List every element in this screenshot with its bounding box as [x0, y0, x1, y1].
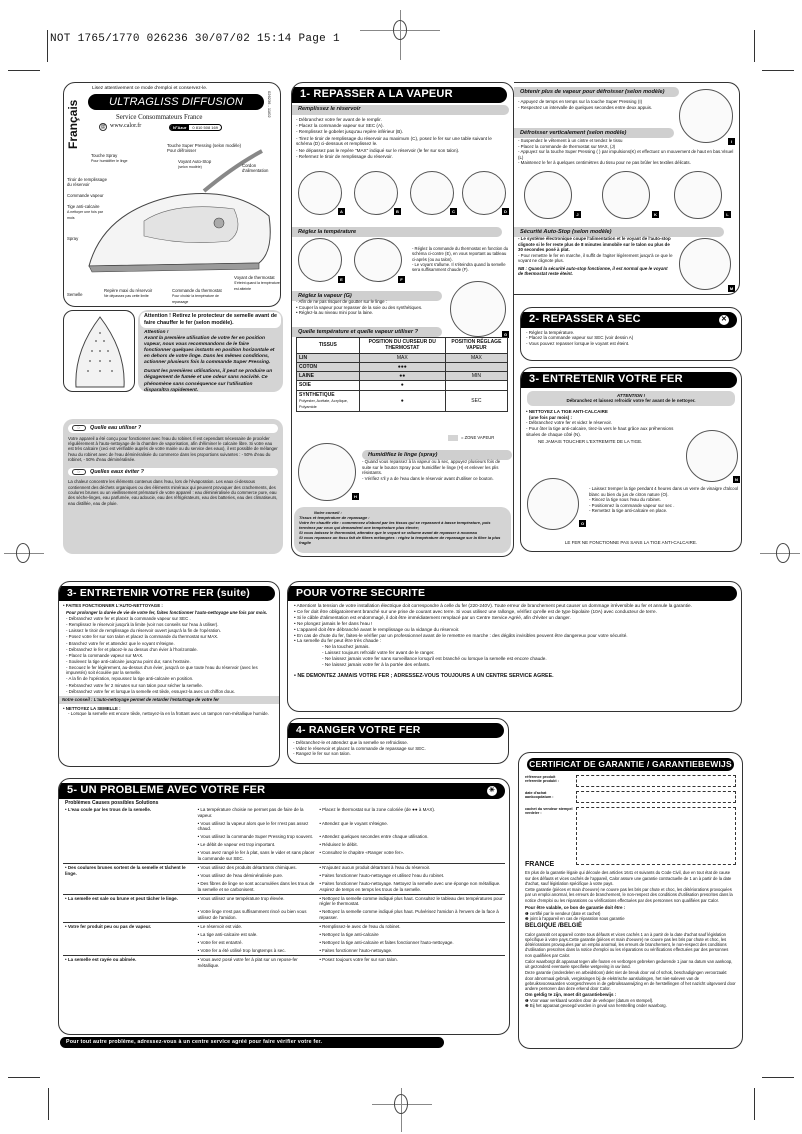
illustration-c — [410, 171, 454, 215]
section-5-title: 5- UN PROBLEME AVEC VOTRE FER — [67, 784, 266, 796]
crop-mark — [8, 1077, 40, 1078]
part-label-fill-drawer: Tiroir de remplissage du réservoir — [67, 177, 107, 188]
temperature-title: Réglez la température — [292, 227, 502, 237]
fill-steps: - Débranchez votre fer avant de le remplir. - Placez la commande vapeur sur SEC (A). - Remplissez le gobelet jusqu'au repère inférieur (B). - Tirez le tiroir de remplissage du réservoir au maximum (C), posez le fer sur une table suivant le schéma (D) ci-dessous et remplissez le. - Ne dépassez pas le repère "MAX" indiqué sur le réservoir (le fer sur son talon). - Refermez le tiroir de remplissage du réservoir. — [296, 116, 492, 160]
part-label-soleplate: Semelle — [67, 292, 83, 297]
tag-j: J — [574, 211, 581, 218]
water-question-2: ☞ Quelles eaux éviter ? — [68, 468, 278, 477]
warranty-field-stamp: cachet du vendeur stempel verdeler : — [525, 807, 736, 869]
more-steam-steps: - Appuyez de temps en temps sur la touche Super Pressing (I) - Respectez un intervalle de quelques secondes entre deux appuis. — [518, 98, 653, 110]
service-name: Service Consommateurs France — [116, 114, 203, 121]
warranty-title: CERTIFICAT DE GARANTIE / GARANTIEBEWIJS — [527, 758, 734, 771]
tag-m: M — [729, 286, 734, 291]
attention-title: Attention ! Retirez le protecteur de semelle avant de faire chauffer le fer (selon modèle). — [140, 312, 281, 328]
tag-d: D — [502, 208, 509, 215]
zone-swatch — [448, 435, 458, 441]
illustration-h — [298, 443, 356, 501]
no-steam-icon: ✕ — [720, 315, 728, 323]
illustration-o — [527, 478, 579, 530]
tag-k: K — [652, 211, 659, 218]
warranty-text: FRANCE En plus de la garantie légale qui découle des articles 1641 et suivants du Code Civil, due en tout état de cause sur des défauts et vices cachés de l'appareil, Calor assure une garantie contractuelle de 1 an à partir de la date d'achat, sauf législation spécifique à votre pays. Cette garantie (pièces et main d'oeuvre) ne couvre pas les bris par chute et choc, les détériorations provoquées par un emploi anormal, les erreurs de branchement, le non-respect des conditions d'utilisation prescrites dans la notice d'emploi ou les réparations ou vérifications effectuées par des personnes non qualifiées par Calor. Pour être valable, ce bon de garantie doit être : ❶ certifié par le vendeur (date et cachet) ❷ joint à l'appareil en cas de réparation sous garantie BELGIQUE /BELGIË Calor garantit cet appareil contre tous défauts et vices cachés 1 an à partir de la date d'achat sauf législation spécifique à votre pays.Cette garantie (pièces et main d'oeuvre) ne couvre pas les bris par chute et choc, les détériorations provoquées par un emploi anormal, les erreurs de branchement, le non-respect des conditions d'utilisation prescrites dans la notice d'emploi ou les réparations ou vérifications effectuées par des personnes non qualifiées par Calor. Calor waarborgt dit apparaat tegen alle fouten en verborgen gebreken gedurende 1 jaar na datum van aankoop, uit gezonderd eventuele specifieke wetgeving in uw land. Deze garantie (onderdelen en arbeidsloon) dekt niet de breuk door val of schok, beschadigingen veroorzaakt door abnormaal gebruik, vergissingen bij de elektrische aansluitingen, het niet-naleven van de gebruiksvoorwaarden voorgeschreven in de gebruiksaanwijzing en de herstellingen of het nazicht uitgevoerd door andere personen dan deze erkend door Calor. Om geldig te zijn, moet dit garantiebewijs : ❶ Voor waar verklaard worden door de verkoper (datum en stempel). ❷ Bij het apparaat gevoegd worden in geval van herstelling onder waarborg. — [525, 860, 736, 1009]
illustration-e — [298, 238, 342, 282]
cover-panel — [63, 82, 281, 307]
language-tab: Français — [66, 99, 80, 149]
illustration-a — [298, 171, 342, 215]
soak-steps: - Laissez tremper la tige pendant 4 heures dans un verre de vinaigre d'alcool blanc ou bien du jus de citron nature (O). - Rincez la tige sous l'eau du robinet. - Positionnez la commande vapeur sur sec . - Remettez la tige anti-calcaire en place. — [589, 486, 738, 513]
temperature-table: TISSUS POSITION DU CURSEUR DU THERMOSTAT POSITION RÉGLAGE VAPEUR LIN MAX MAX COTON ●●● LAINE ●● MIN SOIE ● SYNTHETIQUE Polyester, Acétate, Acrylique, Polyamide ● SEC — [296, 337, 508, 412]
lightbulb-icon: ☀ — [488, 786, 496, 794]
table-row: • La semelle est sale ou brune et peut tâcher le linge. • Vous utilisez une température trop élevée. • Nettoyez la semelle comme indiqué plus haut. Consultez le tableau des températures pour régler le thermostat. — [63, 894, 505, 908]
table-row: SOIE ● — [297, 381, 508, 390]
crop-mark — [48, 1088, 49, 1120]
illustration-f — [354, 238, 402, 282]
tag-c: C — [450, 208, 457, 215]
section-5-header — [59, 783, 505, 799]
illustration-m — [679, 238, 731, 290]
section-3b-title: 3- ENTRETENIR VOTRE FER (suite) — [59, 586, 275, 601]
zone-legend: = ZONE VAPEUR — [448, 435, 494, 441]
temperature-steps: - Réglez la commande du thermostat en fonction du schéma ci-contre (E), en vous reportant au tableau ci-après (ou au talon). - Le voyant s'allume. Il s'éteindra quand la semelle sera suffisamment chaude (F). — [412, 246, 509, 272]
illustration-k — [602, 171, 650, 219]
part-label-anti-scale: Tige anti-calcaire A nettoyer une fois par mois — [67, 204, 103, 220]
section-2-title: 2- REPASSER A SEC — [529, 313, 641, 325]
auto-clean-steps: - Débranchez votre fer et placez la commande vapeur sur SEC . - Remplissez le réservoir jusqu'à la limite (voir nos conseils sur l'eau à utiliser). - Laissez le tiroir de remplissage du réservoir ouvert jusqu'à la fin de l'opération. - Posez votre fer sur son talon et placez la commande du thermostat sur MAX. - Branchez votre fer et attendez que le voyant s'éteigne. - Débranchez le fer et placez-le au dessus d'un évier à l'horizontale. - Placez la commande vapeur sur MAX. - Soulevez la tige anti-calcaire jusqu'au point dur, sans l'extraire. - Secouez le fer légèrement, au-dessus d'un évier, jusqu'à ce que toute l'eau du réservoir (avec les impuretés) soit écoulée par la semelle. - A la fin de l'opération, repoussez la tige anti-calcaire en position. - Rebranchez votre fer 2 minutes sur son talon pour sécher la semelle. - Débranchez votre fer et lorsque la semelle est tiède, essuyez-la avec un chiffon doux. — [66, 616, 258, 694]
water-panel — [63, 419, 283, 554]
phone-badge — [169, 124, 222, 131]
crop-mark — [754, 30, 755, 62]
more-steam-title: Obtenir plus de vapeur pour défroisser (selon modèle) — [514, 87, 679, 97]
phone-number: 0 810 508 169 — [192, 125, 218, 130]
water-question-1: ☞ Quelle eau utiliser ? — [68, 424, 278, 433]
section-1-panel — [291, 82, 514, 557]
part-label-cord: Cordon d'alimentation — [242, 163, 269, 174]
table-row: • Vous avez rangé le fer à plat, sans le vider et sans placer la commande sur SEC. • Consultez le chapitre «Ranger votre fer». — [197, 850, 405, 862]
attention-para1: Avant la première utilisation de votre fer en position vapeur, nous vous recommandons de le faire fonctionner quelques instants en position horizontale et en dehors de votre linge. Dans les mêmes conditions, actionner plusieurs fois la commande Super Pressing. — [144, 335, 275, 366]
section-4-steps: - Débranchez-le et attendez que la semelle se refroidisse. - Videz le réservoir et placez la commande de repassage sur SEC. - Rangez le fer sur son talon. — [293, 740, 426, 757]
steam-title: Réglez la vapeur (G) — [292, 291, 442, 301]
illustration-g — [450, 281, 506, 337]
seller-stamp-input[interactable] — [576, 807, 736, 865]
table-row: • Vous utilisez la vapeur alors que le fer n'est pas assez chaud. • Attendez que le voyant s'éteigne. — [197, 820, 389, 832]
print-header: NOT 1765/1770 026236 30/07/02 15:14 Page 1 — [50, 33, 340, 45]
illustration-d — [462, 171, 506, 215]
part-label-spray-button: Touche Spray Pour humidifier le linge — [91, 153, 128, 164]
section-3-title: 3- ENTRETENIR VOTRE FER — [521, 372, 737, 388]
at-icon: @ — [100, 124, 106, 130]
tag-a: A — [338, 208, 345, 215]
tag-o: O — [580, 521, 585, 526]
purchase-date-input[interactable] — [576, 791, 736, 803]
table-row: SYNTHETIQUE Polyester, Acétate, Acrylique, Polyamide ● SEC — [297, 390, 508, 412]
section-2-panel — [520, 307, 742, 361]
illustration-l — [674, 171, 722, 219]
product-reference-input[interactable] — [576, 775, 736, 787]
pointing-hand-icon: ☞ — [72, 469, 86, 475]
section-3-footer: LE FER NE FONCTIONNE PAS SANS LA TIGE ANTI-CALCAIRE. — [564, 540, 698, 545]
table-row: • Vous utilisez de l'eau déminéralisée pure. • Faites fonctionner l'auto-nettoyage et utilisez l'eau du robinet. — [197, 873, 445, 879]
crop-mark — [762, 70, 794, 71]
registration-mark — [393, 20, 407, 40]
illustration-j — [524, 171, 572, 219]
section-3-panel — [520, 367, 742, 552]
table-row: • Vous utilisez la commande Super Pressing trop souvent. • Attendez quelques secondes entre chaque utilisation. — [197, 834, 429, 840]
part-label-spray: Spray — [67, 236, 79, 241]
tag-b: B — [394, 208, 401, 215]
table-row: • La tige anti-calcaire est sale. • Nettoyez la tige anti-calcaire — [197, 931, 379, 937]
tip-box: Notre conseil : Tissus et température de repassage : Votre fer chauffe vite : commencez d'abord par les tissus qui se repassent à basse température, puis terminez par ceux qui demandent une température plus élevée; Si vous baissez le thermostat, attendez que le voyant se rallume avant de repasser à nouveau Si vous repassez un tissu fait de fibres mélangées : réglez la température de repassage sur la fibre la plus fragile — [294, 507, 511, 553]
table-row: • Votre fer produit peu ou pas de vapeur. • Le réservoir est vide. • Remplissez-le avec de l'eau du robinet. — [63, 922, 505, 931]
safety-items: • Attention! la tension de votre installation électrique doit correspondre à celle du fer (220-240V). Toute erreur de branchement peut causer un dommage irréversible au fer et annule la garantie. • Ce fer doit être obligatoirement branché sur une prise de courant avec terre. Si vous utilisez une rallonge, vérifiez qu'elle est de type bipolaire (10A) avec conducteur de terre. • Si le câble d'alimentation est endommagé, il doit être immédiatement remplacé par un Centre Service Agréé, afin d'éviter un danger. • Ne plongez jamais le fer dans l'eau ! • L'appareil doit être débranché avant le remplissage ou la vidange du réservoir. • En cas de chute du fer, faites-le vérifier par un professionnel avant de le remettre en marche : des dégâts invisibles peuvent être dangereux pour votre sécurité. • La semelle du fer peut être très chaude : - Ne la touchez jamais. - Laissez toujours refroidir votre fer avant de le ranger. - Ne laissez jamais votre fer sans surveillance lorsqu'il est branché ou lorsque la semelle est encore chaude. - Ne laissez jamais votre fer à la portée des enfants. • NE DEMONTEZ JAMAIS VOTRE FER ; ADRESSEZ-VOUS TOUJOURS A UN CENTRE SERVICE AGREE. — [294, 603, 692, 679]
attention-para2: Durant les premières utilisations, il peut se produire un dégagement de fumée et une odeur sans nocivité. Ce phénomène sans conséquence sur l'utilisation disparaîtra rapidement. — [144, 369, 273, 393]
section-3b-panel — [58, 581, 280, 767]
registration-mark — [776, 543, 790, 563]
auto-clean-tip: Notre conseil : L'auto-nettoyage permet de retarder l'entartrage de votre fer — [59, 696, 279, 704]
soleplate-icon — [64, 311, 135, 392]
illustration-i — [679, 89, 733, 143]
tag-f: F — [398, 276, 405, 283]
table-row: • Votre fer a été utilisé trop longtemps à sec. • Faites fonctionner l'auto-nettoyage. — [197, 947, 393, 953]
registration-mark — [16, 543, 30, 563]
tag-e: E — [338, 276, 345, 283]
temperature-table-title: Quelle température et quelle vapeur utiliser ? — [292, 327, 442, 337]
safety-title: POUR VOTRE SECURITE — [288, 586, 737, 601]
section-5-panel — [58, 778, 510, 1035]
tag-i: I — [728, 138, 735, 145]
warranty-panel — [518, 752, 743, 1049]
vertical-steps: - Suspendez le vêtement à un cintre et tendez le tissu - Placez la commande de thermostat sur MAX, (J) - Appuyez sur la touche Super Pressing ( ) par impulsions(K) et effectuez un mouvement de haut en bas.Visuel (L) - Maintenez le fer à quelques centimètres du tissu pour ne pas brûler les textiles délicats. — [518, 138, 734, 165]
table-row: COTON ●●● — [297, 362, 508, 371]
part-label-max-mark: Repère maxi du réservoir Ne dépassez pas cette limite — [104, 288, 153, 299]
doc-code: 026236 - 11/02 — [267, 91, 272, 118]
tag-l: L — [724, 211, 731, 218]
illustration-n — [686, 430, 738, 482]
read-notice: Lisez attentivement ce mode d'emploi et conservez-le. — [92, 86, 208, 91]
table-row: • Des fibres de linge se sont accumulées dans les trous de la semelle et se carbonisent. • Faites fonctionner l'auto-nettoyage. Nettoyez la semelle avec une éponge non métallique. Aspirez de temps en temps les trous de la semelle. — [197, 881, 501, 892]
crop-mark — [754, 1088, 755, 1120]
table-row: • Des coulures brunes sortent de la semelle et tâchent le linge. • Vous utilisez des produits détartrants chimiques. • N'ajoutez aucun produit détartrant à l'eau du réservoir. — [63, 863, 505, 872]
clean-anti-scale: • NETTOYEZ LA TIGE ANTI-CALCAIRE (une fois par mois) : - Débranchez votre fer et videz le réservoir. - Pour ôter la tige anti-calcaire, tirez-la vers le haut grâce aux préhensions situées de chaque côté (N). NE JAMAIS TOUCHER L'EXTREMITE DE LA TIGE. — [526, 409, 674, 445]
troubleshooting-table — [63, 806, 505, 969]
steam-steps: - Afin de ne pas risquer de goutter sur le linge : • Couper la vapeur pour repasser de la soie ou des synthétiques. • Réglez-la au niveau mini pour la laine. — [296, 299, 423, 315]
spray-title: Humidifiez le linge (spray) — [362, 450, 512, 460]
website-link[interactable]: www.calor.fr — [110, 123, 142, 129]
safety-panel — [287, 581, 742, 712]
part-label-thermostat-light: Voyant de thermostat S'éteint quand la température est atteinte — [234, 275, 280, 291]
phone-label: N°Azur — [170, 125, 189, 130]
attention-panel — [138, 310, 283, 392]
table-row: LAINE ●● MIN — [297, 372, 508, 381]
section-1-continued-panel — [514, 82, 740, 295]
attention-subtitle: Attention ! — [144, 329, 169, 335]
product-name: ULTRAGLISS DIFFUSION — [88, 94, 264, 110]
warranty-field-product: référence produit referentie produkt : — [525, 775, 736, 791]
table-row: • La semelle est rayée ou abîmée. • Vous avez posé votre fer à plat sur un repose-fer métallique. • Posez toujours votre fer sur son talon. — [63, 955, 505, 969]
part-label-thermostat-control: Commande du thermostat Pour choisir la température de repassage — [172, 288, 222, 304]
pointing-hand-icon: ☞ — [72, 425, 86, 431]
section-2-steps: - Réglez la température. - Placez la commande vapeur sur SEC (voir dessin A) - Vous pouvez repasser lorsque le voyant est éteint. — [526, 329, 634, 346]
section-5-headers: Problèmes Causes possibles Solutions — [65, 799, 159, 806]
vertical-title: Défroisser verticalement (selon modèle) — [514, 128, 674, 138]
autostop-steps: - Le système électronique coupe l'alimentation et le voyant de l'auto-stop clignote si le fer reste plus de 8 minutes immobile sur le talon ou plus de 30 secondes posé à plat. - Pour remettre le fer en marche, il suffit de l'agiter légèrement jusqu'à ce que le voyant ne clignote plus. NB : Quand la sécurité auto-stop fonctionne, il est normal que le voyant de thermostat reste éteint. — [518, 236, 673, 276]
water-answer-1: Votre appareil a été conçu pour fonctionner avec l'eau du robinet. Il est cependant nécessaire de procéder régulièrement à l'auto-nettoyage de la chambre de vaporisation, afin d'éliminer le calcaire libre. Si votre eau est très calcaire (ceci est vérifiable auprès de votre mairie ou du service des eaux), il est possible de mélanger l'eau du robinet avec de l'eau déminéralisée du commerce dans les proportions suivantes : - 50% d'eau du robinet, - 50% d'eau déminéralisée. — [68, 435, 278, 463]
soleplate-panel — [63, 310, 135, 392]
table-row: LIN MAX MAX — [297, 353, 508, 362]
part-label-auto-stop: Voyant Auto-Stop (selon modèle) — [178, 159, 212, 170]
auto-clean-content: • FAITES FONCTIONNER L'AUTO-NETTOYAGE : Pour prolonger la durée de vie de votre fer, faites fonctionner l'auto-nettoyage une fois par mois. - Débranchez votre fer et placez la commande vapeur sur SEC . - Remplissez le réservoir jusqu'à la limite (voir nos conseils sur l'eau à utiliser). - Laissez le tiroir de remplissage du réservoir ouvert jusqu'à la fin de l'opération. - Posez votre fer sur son talon et placez la commande du thermostat sur MAX. - Branchez votre fer et attendez que le voyant s'éteigne. - Débranchez le fer et placez-le au dessus d'un évier à l'horizontale. - Placez la commande vapeur sur MAX. - Soulevez la tige anti-calcaire jusqu'au point dur, sans l'extraire. - Secouez le fer légèrement, au-dessus d'un évier, jusqu'à ce que toute l'eau du réservoir (avec les impuretés) soit écoulée par la semelle. - A la fin de l'opération, repoussez la tige anti-calcaire en position. - Rebranchez votre fer 2 minutes sur son talon pour sécher la semelle. - Débranchez votre fer et lorsque la semelle est tiède, essuyez-la avec un chiffon doux. Notre conseil : L'auto-nettoyage permet de retarder l'entartrage de votre fer • NETTOYEZ LA SEMELLE : - Lorsque la semelle est encore tiède, nettoyez-la en la frottant avec un tampon non-métallique humide. — [59, 603, 279, 717]
registration-mark — [394, 1094, 408, 1114]
illustration-b — [354, 171, 398, 215]
water-answer-2: La chaleur concentre les éléments contenus dans l'eau, lors de l'évaporation. Les eaux ci-dessous contiennent des déchets organiques ou des éléments minéraux qui peuvent provoquer des crachements, des coulures brunes ou un vieillissement prématuré de votre appareil : eau déminéralisée du commerce pure, eau des sèche-linges, eau parfumée, eau adoucie, eau des réfrigérateurs, eau des batteries, eau des climatiseurs, eau distillée, eau de pluie. — [68, 479, 278, 506]
section-2-header — [521, 312, 737, 328]
spray-steps: - Quand vous repassez à la vapeur ou à sec, appuyez plusieurs fois de suite sur le bouton Spray pour humidifier le linge (H) et enlever les plis résistants. - Vérifiez s'il y a de l'eau dans le réservoir avant d'utiliser ce bouton. — [362, 459, 501, 481]
table-row: • L'eau coule par les trous de la semelle. • La température choisie ne permet pas de faire de la vapeur. • Placez le thermostat sur la zone coloriée (de ●● à MAX). — [65, 807, 436, 818]
tag-h: H — [352, 493, 359, 500]
section-1-title: 1- REPASSER A LA VAPEUR — [292, 87, 507, 103]
autostop-title: Sécurité Auto-Stop (selon modèle) — [514, 227, 724, 237]
table-row: • Le débit de vapeur est trop important. • Réduisez le débit. — [197, 842, 358, 848]
section-4-title: 4- RANGER VOTRE FER — [288, 723, 504, 738]
warranty-field-date: date d'achat aankoopdatum : — [525, 791, 736, 807]
crop-mark — [8, 70, 40, 71]
part-label-steam-control: Commande vapeur — [67, 193, 104, 198]
crop-mark — [762, 1077, 794, 1078]
section-4-panel — [287, 718, 509, 764]
table-row: • Votre fer est entartré. • Nettoyez la tige anti-calcaire et faites fonctionner l'auto-nettoyage. — [197, 939, 454, 945]
warranty-form — [519, 775, 742, 869]
section-5-footer: Pour tout autre problème, adressez-vous à un centre service agréé pour faire vérifier votre fer. — [60, 1037, 444, 1048]
fill-tank-title: Remplissez le réservoir — [292, 105, 509, 115]
part-label-super-pressing: Touche Super Pressing (selon modèle) Pour défroisser — [167, 143, 242, 154]
section-3-attention: ATTENTION ! Débranchez et laissez refroidir votre fer avant de le nettoyer. — [527, 391, 735, 406]
tag-n: N — [733, 476, 740, 483]
table-row: • Votre linge n'est pas suffisamment rincé ou bien vous utilisez de l'amidon. • Nettoyez la semelle comme indiqué plus haut. Pulvérisez l'amidon à l'envers de la face à repasser. — [197, 909, 499, 920]
crop-mark — [47, 30, 48, 62]
tag-g: G — [503, 332, 508, 337]
